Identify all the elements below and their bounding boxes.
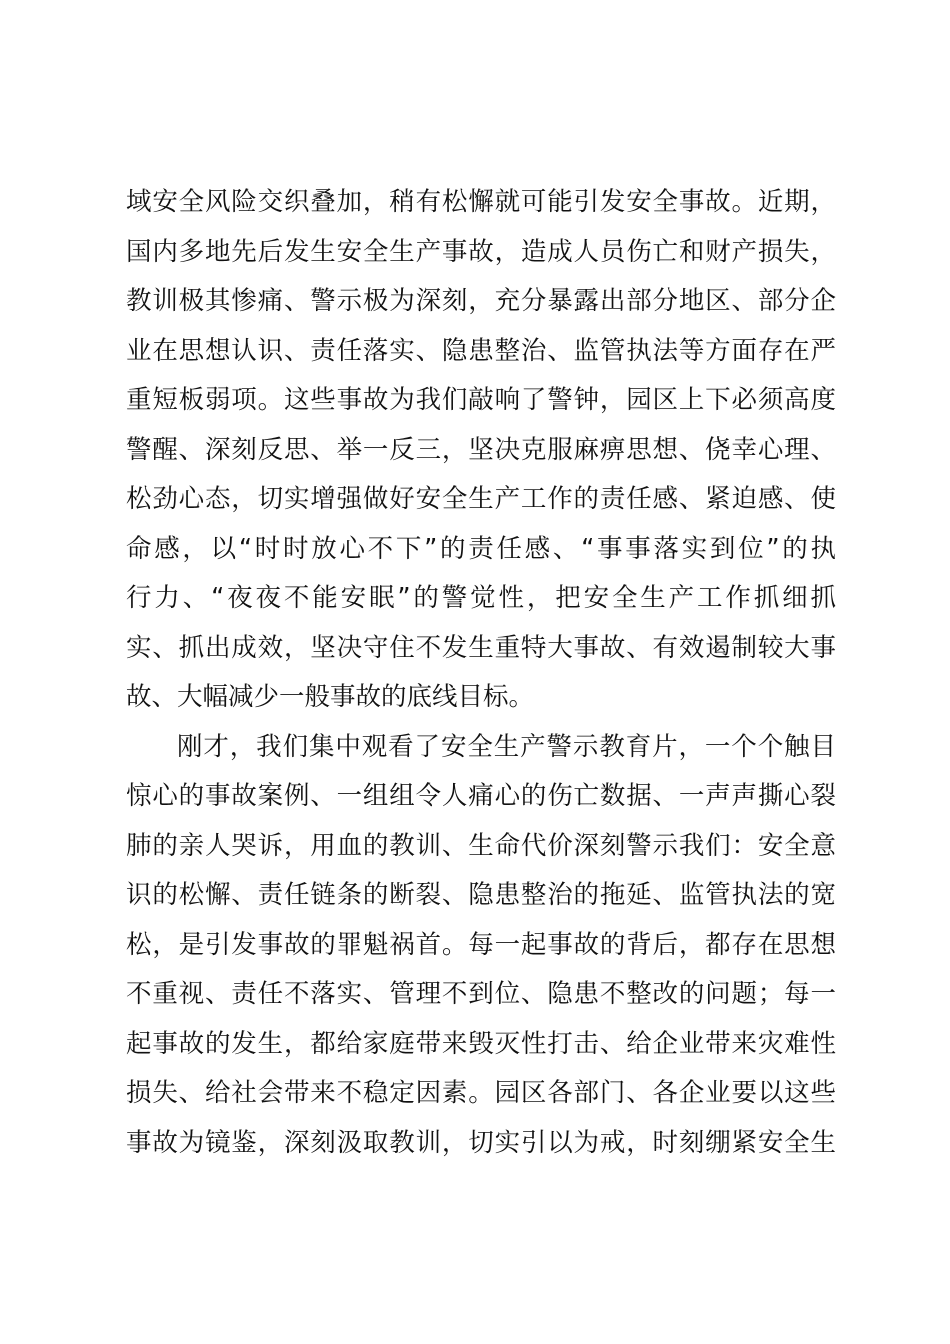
paragraph-2 <box>126 723 836 1169</box>
text-line: 识的松懈、责任链条的断裂、隐患整治的拖延、监管执法的宽 <box>126 880 836 910</box>
text-line: 故、大幅减少一般事故的底线目标。 <box>126 682 535 712</box>
text-line: 行力、“夜夜不能安眠”的警觉性，把安全生产工作抓细抓 <box>126 583 836 613</box>
paragraph-1 <box>126 178 836 723</box>
text-line: 事故为镜鉴，深刻汲取教训，切实引以为戒，时刻绷紧安全生 <box>126 1127 836 1158</box>
text-line: 警醒、深刻反思、举一反三，坚决克服麻痹思想、侥幸心理、 <box>126 434 836 465</box>
text-line: 教训极其惨痛、警示极为深刻，充分暴露出部分地区、部分企 <box>126 286 836 316</box>
text-line: 不重视、责任不落实、管理不到位、隐患不整改的问题；每一 <box>126 979 836 1009</box>
text-line: 域安全风险交织叠加，稍有松懈就可能引发安全事故。近期， <box>126 187 836 217</box>
text-line: 松，是引发事故的罪魁祸首。每一起事故的背后，都存在思想 <box>126 929 836 960</box>
text-line: 命感，以“时时放心不下”的责任感、“事事落实到位”的执 <box>126 533 836 564</box>
text-line: 刚才，我们集中观看了安全生产警示教育片，一个个触目 <box>177 731 836 762</box>
text-line: 实、抓出成效，坚决守住不发生重特大事故、有效遏制较大事 <box>126 632 836 663</box>
text-line: 国内多地先后发生安全生产事故，造成人员伤亡和财产损失， <box>126 236 836 267</box>
text-line: 业在思想认识、责任落实、隐患整治、监管执法等方面存在严 <box>126 335 836 366</box>
text-line: 松劲心态，切实增强做好安全生产工作的责任感、紧迫感、使 <box>126 484 836 514</box>
text-line: 肺的亲人哭诉，用血的教训、生命代价深刻警示我们：安全意 <box>126 830 836 861</box>
text-line: 起事故的发生，都给家庭带来毁灭性打击、给企业带来灾难性 <box>126 1028 836 1059</box>
text-line: 惊心的事故案例、一组组令人痛心的伤亡数据、一声声撕心裂 <box>126 781 836 811</box>
text-line: 损失、给社会带来不稳定因素。园区各部门、各企业要以这些 <box>126 1078 836 1108</box>
text-line: 重短板弱项。这些事故为我们敲响了警钟，园区上下必须高度 <box>126 385 836 415</box>
body-text <box>126 178 836 1168</box>
